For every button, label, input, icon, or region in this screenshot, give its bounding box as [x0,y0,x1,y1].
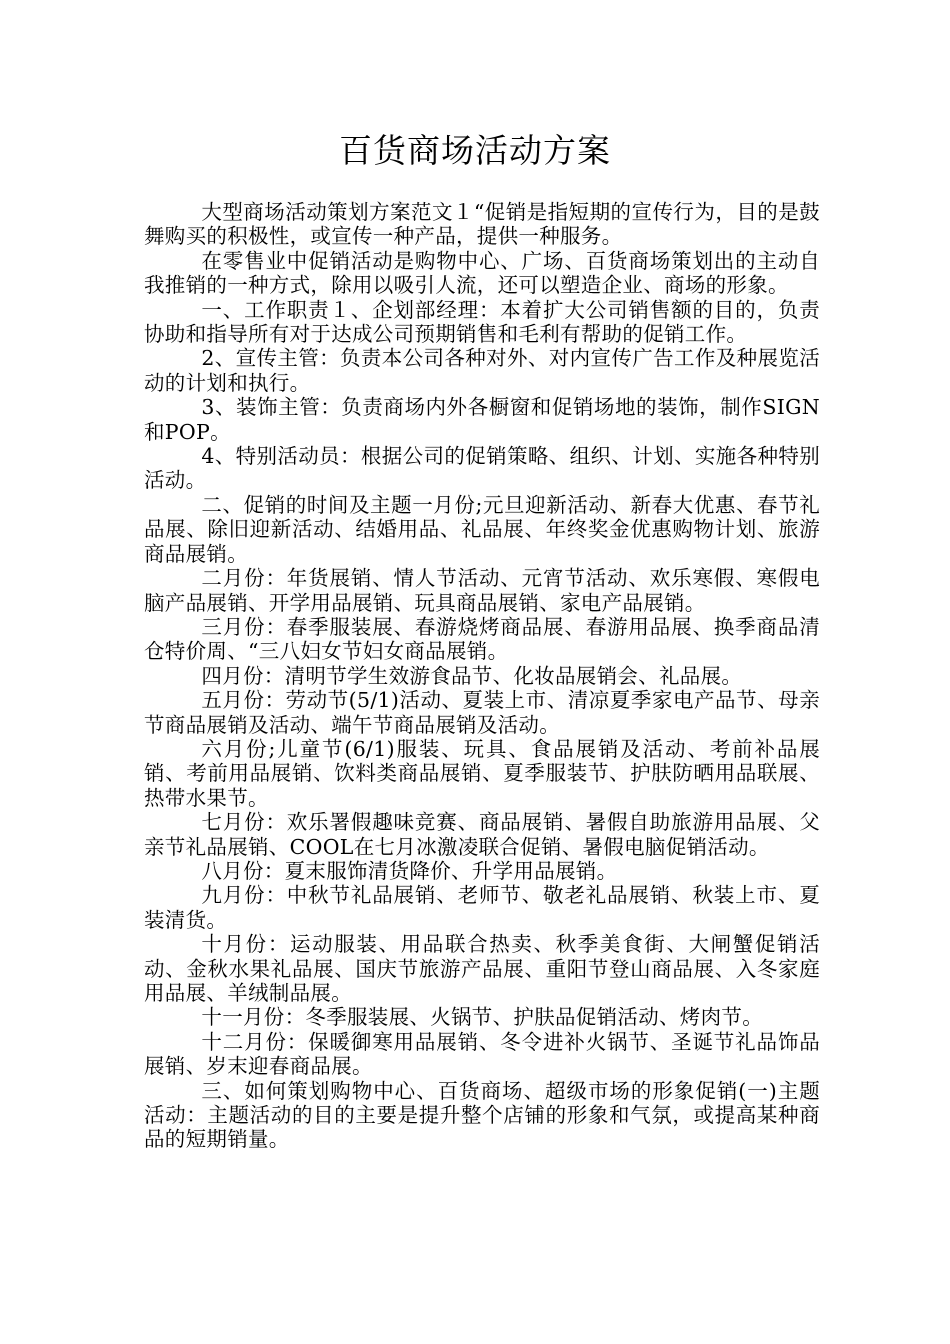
paragraph: 二月份：年货展销、情人节活动、元宵节活动、欢乐寒假、寒假电脑产品展销、开学用品展销、玩具商品展销、家电产品展销。 [144,566,820,615]
paragraph: 九月份：中秋节礼品展销、老师节、敬老礼品展销、秋装上市、夏装清货。 [144,883,820,932]
paragraph: 2、宣传主管：负责本公司各种对外、对内宣传广告工作及种展览活动的计划和执行。 [144,346,820,395]
document-body [144,200,820,1152]
paragraph: 六月份;儿童节(6/1)服装、玩具、食品展销及活动、考前补品展销、考前用品展销、饮料类商品展销、夏季服装节、护肤防晒用品联展、热带水果节。 [144,736,820,810]
document-title: 百货商场活动方案 [339,131,611,170]
paragraph: 七月份：欢乐署假趣味竞赛、商品展销、暑假自助旅游用品展、父亲节礼品展销、COOL在七月冰激凌联合促销、暑假电脑促销活动。 [144,810,820,859]
paragraph: 四月份：清明节学生效游食品节、化妆品展销会、礼品展。 [201,663,743,688]
paragraph: 八月份：夏末服饰清货降价、升学用品展销。 [201,858,618,883]
paragraph: 十月份：运动服装、用品联合热卖、秋季美食街、大闸蟹促销活动、金秋水果礼品展、国庆节旅游产品展、重阳节登山商品展、入冬家庭用品展、羊绒制品展。 [144,932,820,1005]
paragraph: 五月份：劳动节(5/1)活动、夏装上市、清凉夏季家电产品节、母亲节商品展销及活动、端午节商品展销及活动。 [144,688,820,737]
paragraph: 十一月份：冬季服装展、火锅节、护肤品促销活动、烤肉节。 [201,1005,763,1030]
paragraph: 二、促销的时间及主题一月份;元旦迎新活动、新春大优惠、春节礼品展、除旧迎新活动、结婚用品、礼品展、年终奖金优惠购物计划、旅游商品展销。 [144,492,820,566]
paragraph: 在零售业中促销活动是购物中心、广场、百货商场策划出的主动自我推销的一种方式，除用以吸引人流，还可以塑造企业、商场的形象。 [144,248,820,298]
paragraph: 三、如何策划购物中心、百货商场、超级市场的形象促销(一)主题活动：主题活动的目的主要是提升整个店铺的形象和气氛，或提高某种商品的短期销量。 [144,1078,820,1152]
paragraph: 十二月份：保暖御寒用品展销、冬令进补火锅节、圣诞节礼品饰品展销、岁末迎春商品展。 [144,1029,820,1079]
paragraph: 三月份：春季服装展、春游烧烤商品展、春游用品展、换季商品清仓特价周、“三八妇女节妇女商品展销。 [144,614,820,664]
paragraph: 一、工作职责１、企划部经理：本着扩大公司销售额的目的，负责协助和指导所有对于达成公司预期销售和毛利有帮助的促销工作。 [144,297,820,347]
paragraph: 3、装饰主管：负责商场内外各橱窗和促销场地的装饰，制作SIGN和POP。 [144,395,820,444]
paragraph: 4、特别活动员：根据公司的促销策略、组织、计划、实施各种特别活动。 [144,444,820,493]
paragraph: 大型商场活动策划方案范文１“促销是指短期的宣传行为，目的是鼓舞购买的积极性，或宣传一种产品，提供一种服务。 [144,200,820,249]
